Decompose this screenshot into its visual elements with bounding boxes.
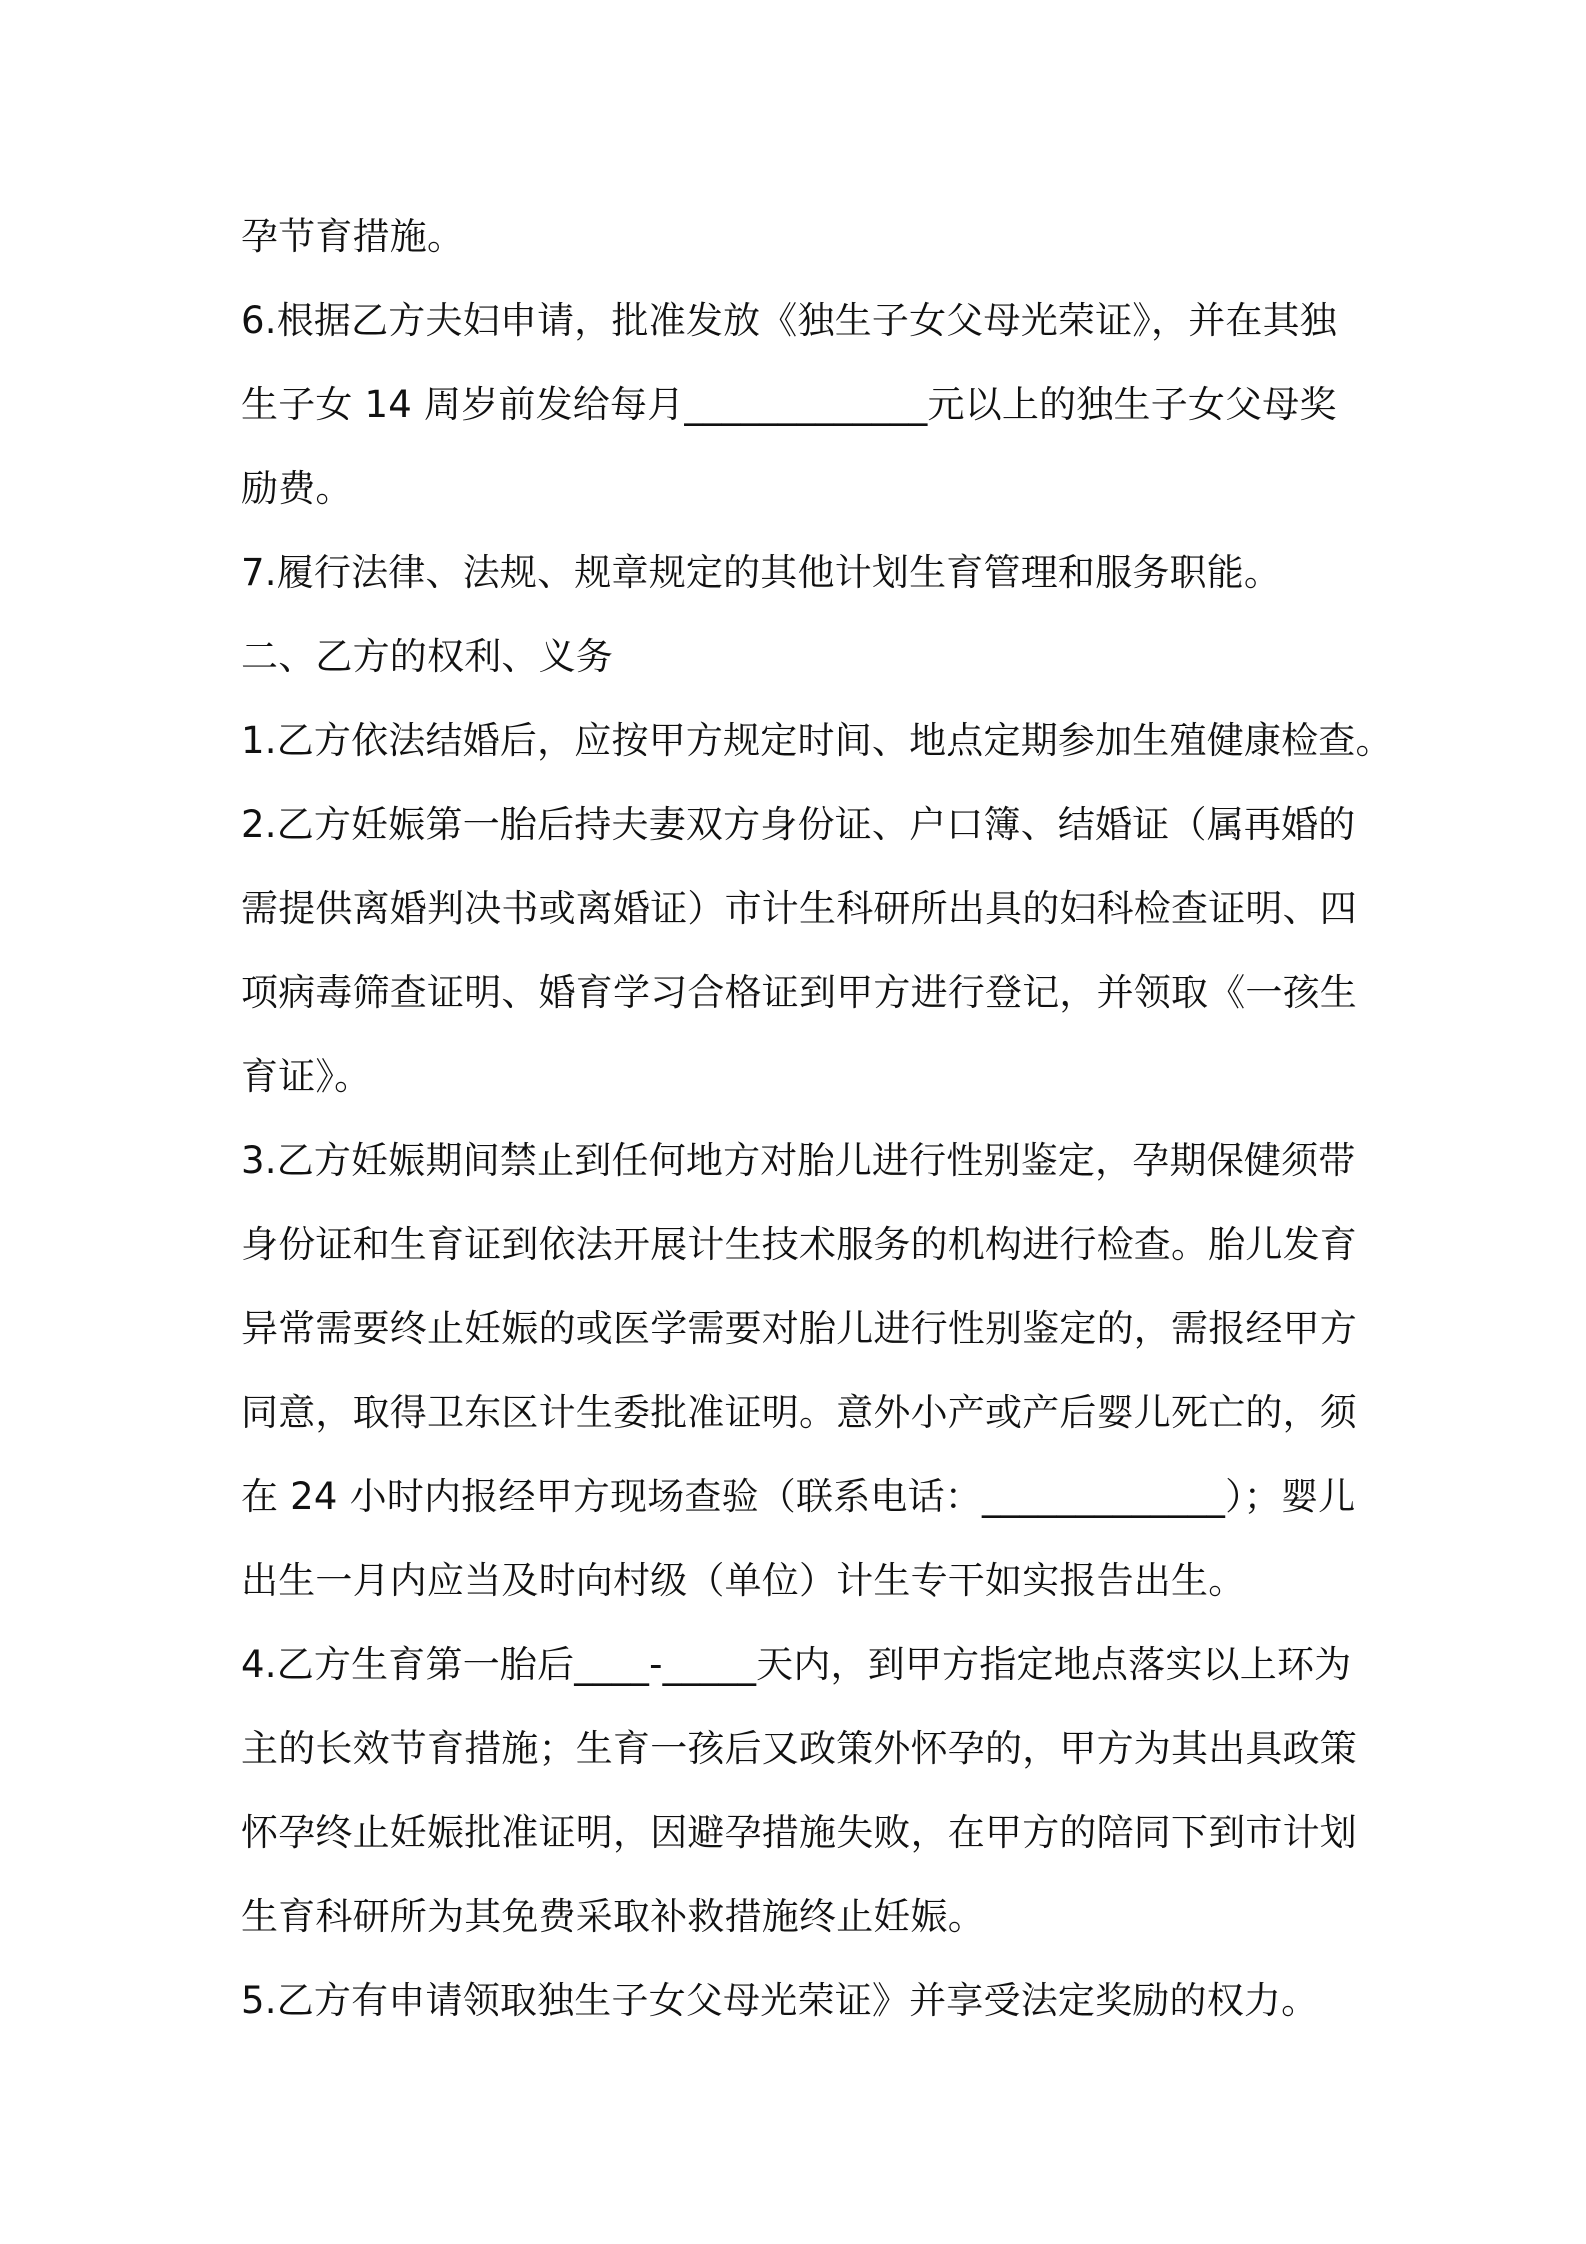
text-line: 2.乙方妊娠第一胎后持夫妻双方身份证、户口簿、结婚证（属再婚的 xyxy=(241,803,1356,846)
text-line: 7.履行法律、法规、规章规定的其他计划生育管理和服务职能。 xyxy=(241,551,1282,594)
text-line: 励费。 xyxy=(241,467,353,510)
text-line: 主的长效节育措施；生育一孩后又政策外怀孕的，甲方为其出具政策 xyxy=(241,1727,1357,1770)
text-line: 5.乙方有申请领取独生子女父母光荣证》并享受法定奖励的权力。 xyxy=(241,1979,1319,2022)
document-page xyxy=(241,195,1393,2043)
text-line: 怀孕终止妊娠批准证明，因避孕措施失败，在甲方的陪同下到市计划 xyxy=(241,1811,1357,1854)
clause-a6 xyxy=(241,279,1361,531)
text-line: 需提供离婚判决书或离婚证）市计生科研所出具的妇科检查证明、四 xyxy=(241,887,1357,930)
text-line: 4.乙方生育第一胎后____-_____天内，到甲方指定地点落实以上环为 xyxy=(241,1643,1352,1686)
heading-line: 二、乙方的权利、义务 xyxy=(241,635,613,678)
clause-b2 xyxy=(241,783,1361,1119)
clause-b1 xyxy=(241,699,1393,783)
text-line: 出生一月内应当及时向村级（单位）计生专干如实报告出生。 xyxy=(241,1559,1246,1602)
text-line: 异常需要终止妊娠的或医学需要对胎儿进行性别鉴定的，需报经甲方 xyxy=(241,1307,1357,1350)
text-line: 育证》。 xyxy=(241,1055,372,1098)
clause-a7 xyxy=(241,531,1361,615)
text-line: 生育科研所为其免费采取补救措施终止妊娠。 xyxy=(241,1895,985,1938)
text-line: 6.根据乙方夫妇申请，批准发放《独生子女父母光荣证》，并在其独 xyxy=(241,299,1337,342)
text-line: 孕节育措施。 xyxy=(241,215,465,258)
text-line: 项病毒筛查证明、婚育学习合格证到甲方进行登记，并领取《一孩生 xyxy=(241,971,1357,1014)
text-line: 1.乙方依法结婚后，应按甲方规定时间、地点定期参加生殖健康检查。 xyxy=(241,719,1393,762)
clause-b4 xyxy=(241,1623,1361,1959)
clause-b3 xyxy=(241,1119,1361,1623)
text-line: 身份证和生育证到依法开展计生技术服务的机构进行检查。胎儿发育 xyxy=(241,1223,1357,1266)
paragraph-continuation xyxy=(241,195,1361,279)
text-line: 3.乙方妊娠期间禁止到任何地方对胎儿进行性别鉴定，孕期保健须带 xyxy=(241,1139,1356,1182)
text-line: 生子女 14 周岁前发给每月_____________元以上的独生子女父母奖 xyxy=(241,383,1337,426)
text-line: 同意，取得卫东区计生委批准证明。意外小产或产后婴儿死亡的，须 xyxy=(241,1391,1357,1434)
section-heading xyxy=(241,615,1361,699)
clause-b5 xyxy=(241,1959,1361,2043)
text-line: 在 24 小时内报经甲方现场查验（联系电话：_____________）；婴儿 xyxy=(241,1475,1356,1518)
